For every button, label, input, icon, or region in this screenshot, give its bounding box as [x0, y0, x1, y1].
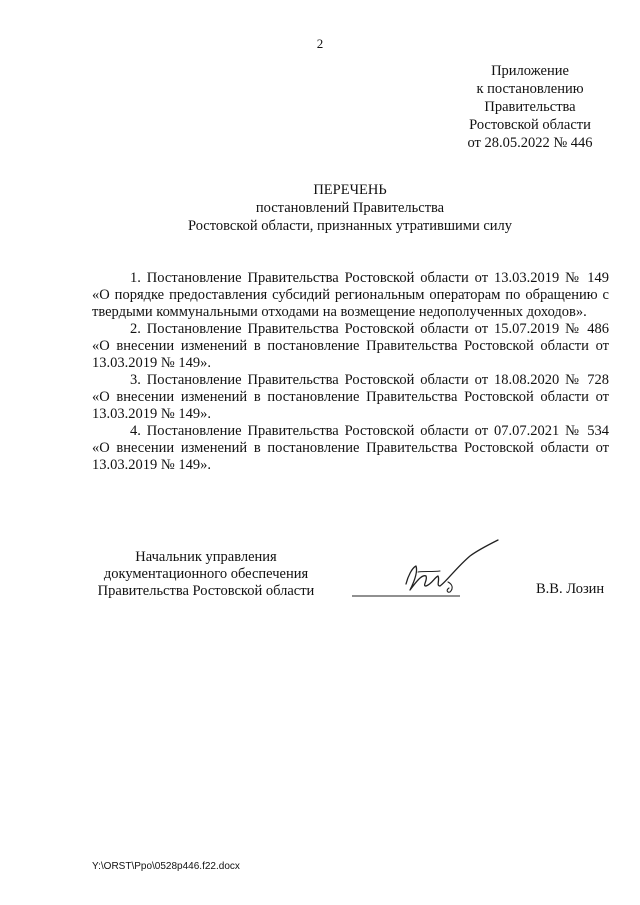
list-body [92, 270, 609, 474]
list-item-4: 4. Постановление Правительства Ростовской области от 07.07.2021 № 534 «О внесении изменений в постановление Правительства Ростовской области от 13.03.2019 № 149». [92, 423, 609, 473]
position-line: документационного обеспечения [103, 566, 309, 582]
list-item-2: 2. Постановление Правительства Ростовской области от 15.07.2019 № 486 «О внесении изменений в постановление Правительства Ростовской области от 13.03.2019 № 149». [92, 321, 609, 371]
title-line: Ростовской области, признанных утратившими силу [187, 218, 513, 234]
signatory-name: В.В. Лозин [536, 581, 605, 597]
list-item-3: 3. Постановление Правительства Ростовской области от 18.08.2020 № 728 «О внесении изменений в постановление Правительства Ростовской области от 13.03.2019 № 149». [92, 372, 609, 422]
handwritten-signature [348, 538, 508, 604]
signatory-position [86, 549, 326, 600]
document-title [0, 181, 640, 235]
appendix-block [430, 62, 630, 152]
title-heading: ПЕРЕЧЕНЬ [313, 182, 387, 198]
list-item-1: 1. Постановление Правительства Ростовской области от 13.03.2019 № 149 «О порядке предоставления субсидий региональным операторам по обращению с твердыми коммунальными отходами на возмещение недополученных доходов». [92, 270, 609, 320]
file-path: Y:\ORST\Ppo\0528p446.f22.docx [92, 861, 240, 872]
position-line: Начальник управления [135, 549, 277, 565]
title-line: постановлений Правительства [255, 200, 445, 216]
appendix-line: Ростовской области [469, 117, 591, 133]
appendix-line: Правительства [484, 99, 576, 115]
page-number: 2 [316, 36, 324, 51]
appendix-line: Приложение [491, 63, 569, 79]
appendix-line: к постановлению [476, 81, 584, 97]
appendix-line: от 28.05.2022 № 446 [467, 135, 593, 151]
position-line: Правительства Ростовской области [97, 583, 315, 599]
